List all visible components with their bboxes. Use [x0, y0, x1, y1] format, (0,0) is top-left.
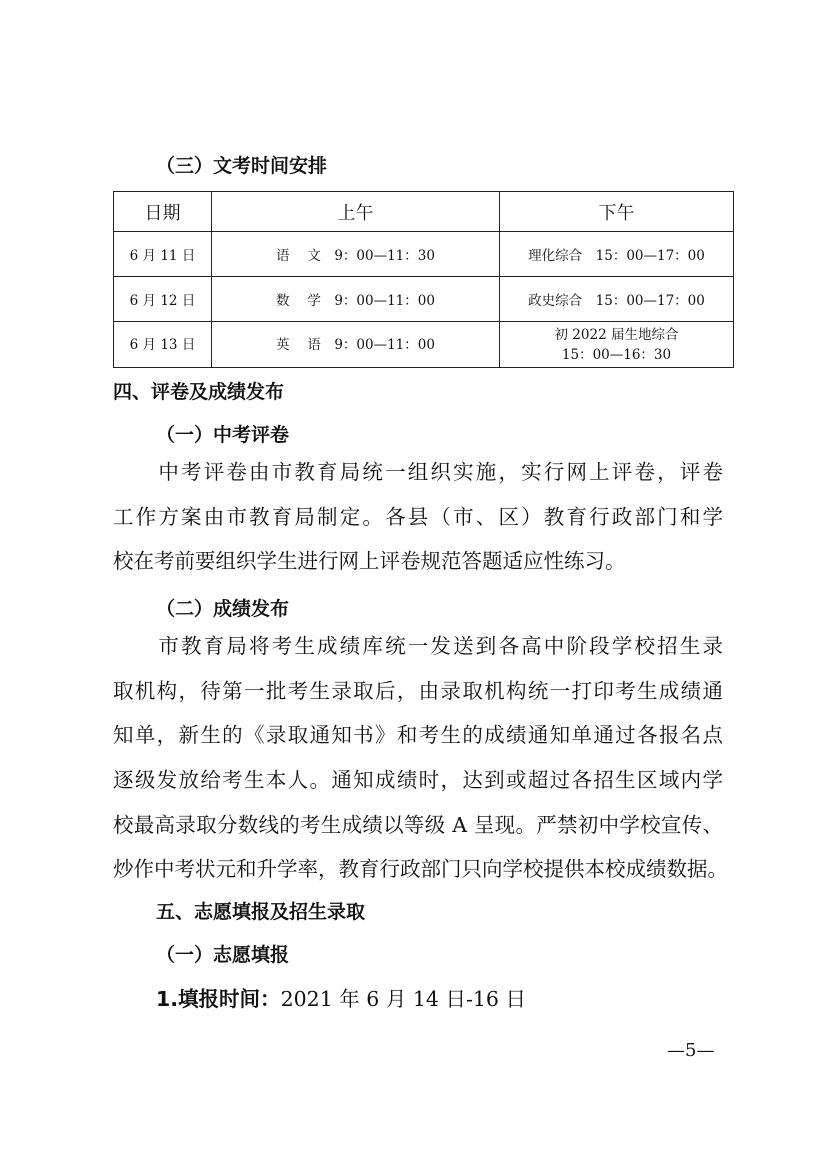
- table-row: [114, 232, 734, 277]
- row-afternoon-line1: 初 2022 届生地综合: [554, 326, 679, 343]
- page-number: —5—: [667, 1040, 715, 1061]
- table-row: [114, 277, 734, 322]
- subsection-heading-grading: （一）中考评卷: [156, 424, 290, 446]
- application-time-item: [156, 982, 526, 1012]
- subsection-heading-application: （一）志愿填报: [156, 944, 290, 966]
- application-time-label: 1.填报时间：: [156, 987, 281, 1011]
- paragraph-line: 校在考前要组织学生进行网上评卷规范答题适应性练习。: [113, 549, 626, 574]
- row-date: 6 月 12 日: [114, 277, 212, 322]
- paragraph-line: 中考评卷由市教育局统一组织实施，实行网上评卷，评卷: [113, 460, 723, 484]
- row-afternoon: 政史综合 15：00—17：00: [500, 277, 734, 322]
- paragraph-line: 知单，新生的《录取通知书》和考生的成绩通知单通过各报名点: [113, 723, 723, 748]
- section-heading-5: 五、志愿填报及招生录取: [156, 901, 366, 923]
- section-heading-4: 四、评卷及成绩发布: [113, 381, 285, 403]
- paragraph-line: 炒作中考状元和升学率，教育行政部门只向学校提供本校成绩数据。: [113, 857, 728, 882]
- table-row: [114, 322, 734, 368]
- header-date: 日期: [114, 192, 212, 232]
- subsection-heading-results: （二）成绩发布: [156, 598, 290, 620]
- row-afternoon-line2: 15：00—16：30: [561, 346, 672, 363]
- exam-schedule-table: [113, 191, 734, 368]
- row-afternoon: 理化综合 15：00—17：00: [500, 232, 734, 277]
- application-time-value: 2021 年 6 月 14 日-16 日: [280, 987, 526, 1011]
- row-morning: 语 文 9：00—11：30: [212, 232, 500, 277]
- section-heading-exam-schedule: （三）文考时间安排: [156, 155, 328, 177]
- row-morning: 英 语 9：00—11：00: [212, 322, 500, 368]
- row-date: 6 月 11 日: [114, 232, 212, 277]
- row-afternoon: [500, 322, 734, 368]
- paragraph-line: 逐级发放给考生本人。通知成绩时，达到或超过各招生区域内学: [113, 768, 723, 793]
- table-header-row: [114, 192, 734, 232]
- header-morning: 上午: [212, 192, 500, 232]
- paragraph-results: [113, 624, 728, 892]
- paragraph-line: 市教育局将考生成绩库统一发送到各高中阶段学校招生录: [113, 634, 723, 658]
- row-date: 6 月 13 日: [114, 322, 212, 368]
- paragraph-line: 校最高录取分数线的考生成绩以等级 A 呈现。严禁初中学校宣传、: [113, 812, 723, 837]
- row-morning: 数 学 9：00—11：00: [212, 277, 500, 322]
- paragraph-line: 取机构，待第一批考生录取后，由录取机构统一打印考生成绩通: [113, 678, 723, 703]
- paragraph-line: 工作方案由市教育局制定。各县（市、区）教育行政部门和学: [113, 504, 723, 529]
- header-afternoon: 下午: [500, 192, 734, 232]
- paragraph-grading: [113, 450, 723, 584]
